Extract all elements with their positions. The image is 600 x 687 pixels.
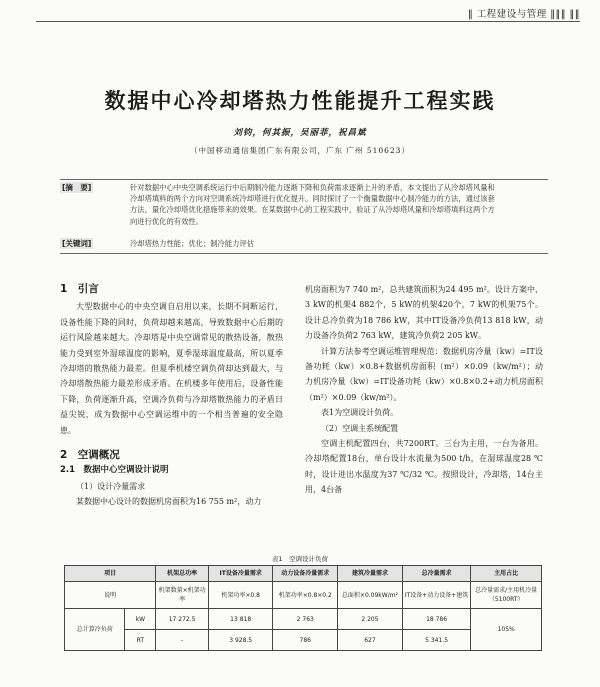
abstract-label: [摘 要] — [62, 183, 92, 192]
abstract-line: 向进行优化的有效性。 — [130, 216, 203, 226]
abstract-line: 针对数据中心中央空调系统运行中后期制冷能力逐渐下降和负荷需求逐渐上升的矛盾，本文提出了从冷却塔风量和 — [130, 183, 495, 192]
table-header-cell: 动力设备冷量需求 — [273, 566, 338, 582]
table-cell: 2 763 — [273, 609, 338, 630]
section-heading: 1 引言 — [60, 283, 99, 295]
table-cell: 105% — [471, 609, 542, 651]
table-header-cell: 机架总功率 — [156, 566, 209, 582]
table-header-cell: 建筑冷量需求 — [338, 566, 403, 582]
body-paragraph: 计算方法参考空调运维管理规范：数据机房冷量（kw）=IT设备功耗（kw）×0.8+数据机房面积（m²）×0.09（kw/m²）；动力机房冷量（kw）=IT设备功耗（kw）×0.8×0.2+动力机房面积（m²）×0.09（kw/m²）。 — [305, 346, 543, 402]
table-cell: 17 272.5 — [156, 609, 209, 630]
header-rule — [36, 21, 580, 22]
left-column — [60, 282, 283, 510]
body-paragraph: 机房面积为7 740 m²，总共建筑面积为24 495 m²。设计方案中，3 kW的机架4 882个，5 kW的机架420个，7 kW的机架75个。设计总冷负荷为18 786 kW，其中IT设备冷负荷13 818 kW，动力设备冷负荷2 763 kW，建筑冷负荷2 205 kW。 — [305, 285, 543, 341]
table-cell: 18 786 — [402, 609, 470, 630]
design-load-table — [64, 565, 542, 651]
table-cell: 机架功率×0.8×0.2 — [273, 582, 338, 609]
table-cell: 说明 — [65, 582, 156, 609]
subsubsection-heading: （2）空调主系统配置 — [321, 423, 399, 433]
table-cell: 机架数量×机架功率 — [156, 582, 209, 609]
abstract-text — [130, 182, 540, 227]
table-caption: 表1 空调设计负荷 — [271, 555, 329, 563]
table-cell: 627 — [338, 630, 403, 651]
abstract-box — [60, 179, 548, 254]
body-paragraph: 表1为空调设计负荷。 — [321, 408, 399, 418]
table-cell: IT设备+动力设备+建筑 — [402, 582, 470, 609]
table-row — [65, 609, 542, 630]
paper-affiliation: （中国移动通信集团广东有限公司，广东 广州 510623） — [190, 146, 410, 155]
abstract-line: 方法，量化冷却塔优化措施带来的效果。在某数据中心的工程实践中，验证了从冷却塔风量和冷却塔填料这两个方 — [130, 205, 495, 215]
keywords-text: 冷却塔热力性能；优化；制冷能力评估 — [130, 239, 255, 248]
paper-title: 数据中心冷却塔热力性能提升工程实践 — [104, 89, 496, 113]
table-header-cell: 主用占比 — [471, 566, 542, 582]
table-cell: 2 205 — [338, 609, 403, 630]
table-header-cell: 总冷量需求 — [402, 566, 470, 582]
table-cell: - — [156, 630, 209, 651]
section-heading: 2 空调概况 — [60, 449, 120, 462]
table-cell: RT — [125, 630, 156, 651]
table-row — [65, 630, 542, 651]
table-cell: 机架功率×0.8 — [208, 582, 273, 609]
intro-paragraph: 大型数据中心的中央空调自启用以来，长期不间断运行，设备性能下降的同时，负荷却越来越高，导致数据中心后期的运行风险越来越大。冷却塔是中央空调常见的散热设备，散热能力受到室外湿球温度的影响，夏季湿球温度最高，所以夏季冷却塔的散热能力最差。但夏季机楼空调负荷却达到最大，与冷却塔散热能力最差形成矛盾。在机楼多年使用后，设备性能下降，负荷逐渐升高，空调冷负荷与冷却塔散热能力的矛盾日益尖锐，成为数据中心空调运维中的一个相当普遍的安全隐患。 — [60, 302, 283, 435]
table-cell: 13 818 — [208, 609, 273, 630]
body-paragraph: 某数据中心设计的数据机房面积为16 755 m²，动力 — [76, 497, 262, 507]
keywords-label: [关键词] — [62, 239, 92, 248]
right-column — [305, 282, 543, 498]
table-cell: kW — [125, 609, 156, 630]
table-header-row — [65, 566, 542, 582]
subsubsection-heading: （1）设计冷量需求 — [76, 481, 146, 491]
table-header-cell: IT设备冷量需求 — [208, 566, 273, 582]
table-cell: 总冷量需求/主用机冷量（5100RT） — [471, 582, 542, 609]
table-row — [65, 582, 542, 609]
subsection-heading: 2.1 数据中心空调设计说明 — [60, 465, 169, 476]
table-cell: 3 928.5 — [208, 630, 273, 651]
table-cell: 786 — [273, 630, 338, 651]
body-paragraph: 空调主机配置四台，共7200RT。三台为主用，一台为备用。冷却塔配置18台，单台设计水流量为500 t/h，在湿球温度28 ℃时，设计进出水温度为37 ℃/32 ℃。按照设计，冷却塔，14台主用，4台备 — [305, 439, 543, 495]
abstract-line: 冷却塔填料的两个方向对空调系统冷却塔进行优化提升。同时探讨了一个衡量数据中心制冷能力的方法，通过该套 — [130, 194, 495, 204]
paper-authors: 刘钧，何其振，吴丽菲，祝昌斌 — [233, 128, 367, 138]
journal-section-tag: ‖ 工程建设与管理 ‖‖‖ ‖‖ — [467, 9, 580, 20]
table-cell: 5 341.5 — [402, 630, 470, 651]
table-header-cell: 项目 — [65, 566, 156, 582]
table-cell: 总面积×0.09kW/m² — [338, 582, 403, 609]
table-cell: 总计算冷负荷 — [65, 609, 125, 651]
